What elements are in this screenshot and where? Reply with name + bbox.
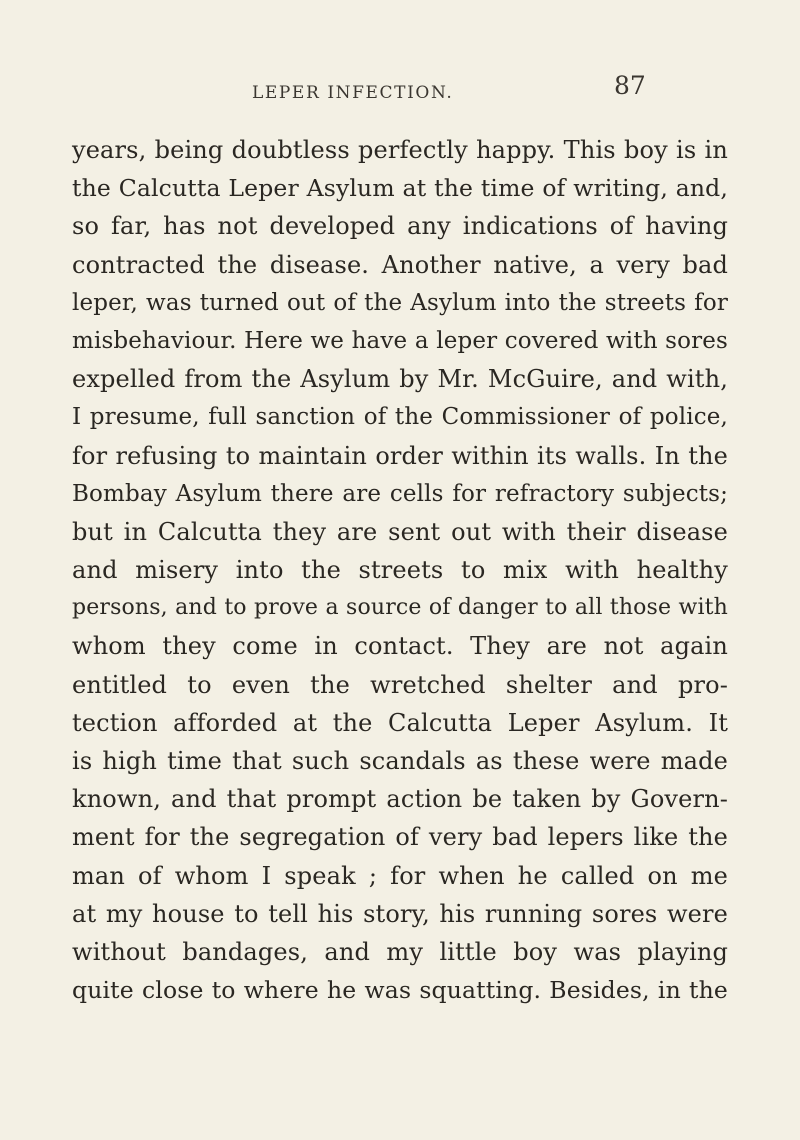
text-line: persons, and to prove a source of danger to all those with: [72, 595, 728, 621]
text-line: ment for the segregation of very bad lepers like the: [72, 823, 728, 852]
text-line: whom they come in contact. They are not again: [72, 632, 728, 661]
running-head: LEPER INFECTION.: [252, 83, 454, 103]
text-line: for refusing to maintain order within its walls. In the: [72, 441, 728, 470]
page-number: 87: [614, 71, 646, 100]
text-line: years, being doubtless perfectly happy. This boy is in: [72, 136, 728, 164]
text-line: I presume, full sanction of the Commissioner of police,: [72, 404, 728, 431]
text-line: leper, was turned out of the Asylum into the streets for: [72, 289, 728, 316]
text-line: misbehaviour. Here we have a leper covered with sores: [72, 327, 728, 354]
body-paragraph: [72, 131, 728, 1009]
text-line: so far, has not developed any indications of having: [72, 212, 728, 241]
text-line: but in Calcutta they are sent out with their disease: [72, 517, 728, 546]
text-line: the Calcutta Leper Asylum at the time of writing, and,: [72, 174, 728, 203]
text-line: man of whom I speak ; for when he called on me: [72, 861, 728, 890]
text-line: entitled to even the wretched shelter and pro-: [72, 670, 728, 699]
text-line: tection afforded at the Calcutta Leper Asylum. It: [72, 708, 728, 737]
text-line: known, and that prompt action be taken by Govern-: [72, 785, 728, 814]
text-line: without bandages, and my little boy was playing: [72, 937, 728, 966]
text-line: quite close to where he was squatting. Besides, in the: [72, 976, 728, 1005]
text-line: at my house to tell his story, his running sores were: [72, 899, 728, 928]
text-line: contracted the disease. Another native, a very bad: [72, 250, 728, 279]
text-line: is high time that such scandals as these were made: [72, 747, 728, 775]
text-line: expelled from the Asylum by Mr. McGuire, and with,: [72, 365, 728, 394]
text-line: and misery into the streets to mix with healthy: [72, 556, 728, 585]
text-line: Bombay Asylum there are cells for refractory subjects;: [72, 480, 728, 507]
